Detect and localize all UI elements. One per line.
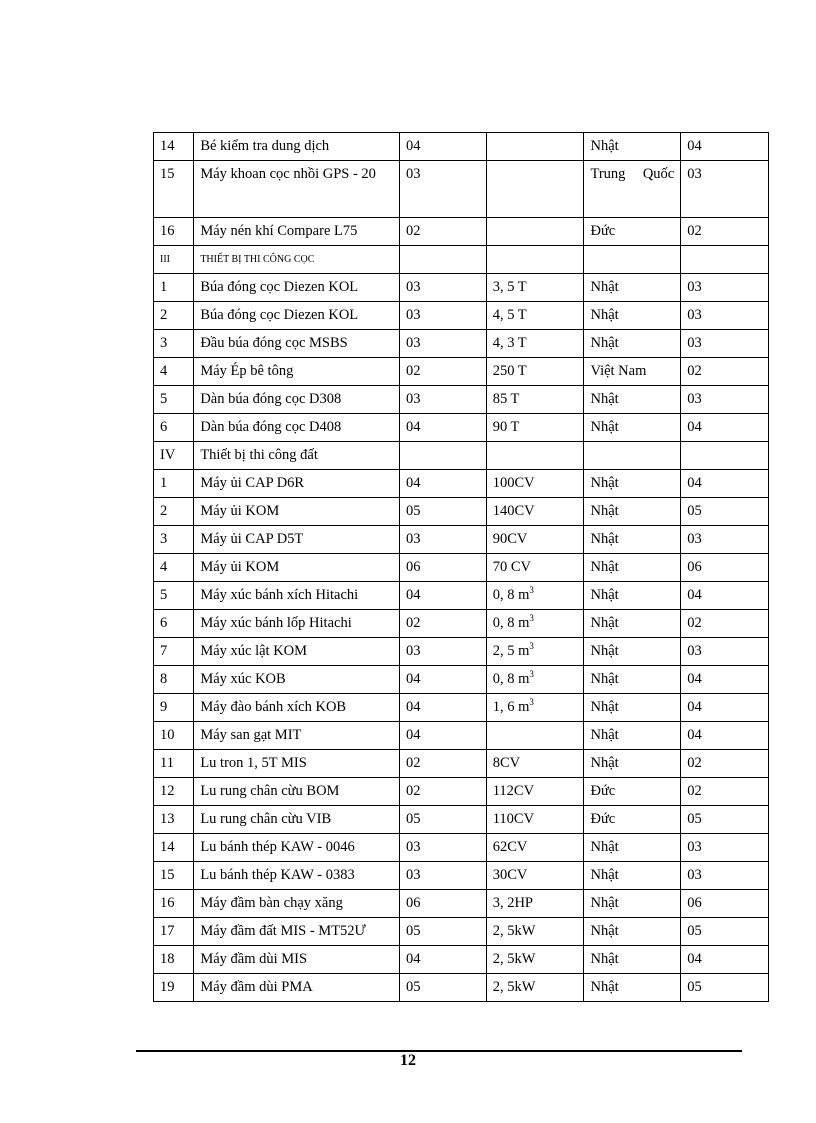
equipment-name: Máy đầm dùi PMA — [194, 974, 400, 1002]
capacity: 100CV — [486, 470, 584, 498]
equipment-name: Máy khoan cọc nhồi GPS - 20 — [194, 161, 400, 218]
quantity: 03 — [399, 161, 486, 218]
quantity: 03 — [399, 526, 486, 554]
equipment-name: Búa đóng cọc Diezen KOL — [194, 274, 400, 302]
row-index: 6 — [154, 414, 194, 442]
quantity: 04 — [399, 722, 486, 750]
quantity: 03 — [399, 834, 486, 862]
capacity: 4, 3 T — [486, 330, 584, 358]
quantity-available: 04 — [681, 694, 769, 722]
row-index: 5 — [154, 582, 194, 610]
row-index: 2 — [154, 302, 194, 330]
row-index: 13 — [154, 806, 194, 834]
quantity: 05 — [399, 918, 486, 946]
equipment-name: Lu rung chân cừu VIB — [194, 806, 400, 834]
quantity-available: 04 — [681, 133, 769, 161]
quantity-available: 03 — [681, 274, 769, 302]
table-row — [154, 694, 769, 722]
origin: Nhật — [584, 330, 681, 358]
table-row — [154, 750, 769, 778]
quantity-available: 03 — [681, 834, 769, 862]
table-row — [154, 722, 769, 750]
capacity: 70 CV — [486, 554, 584, 582]
row-index: 11 — [154, 750, 194, 778]
quantity: 03 — [399, 274, 486, 302]
quantity-available: 03 — [681, 862, 769, 890]
capacity: 0, 8 $m^3$ — [486, 610, 584, 638]
origin — [584, 442, 681, 470]
equipment-name: Máy san gạt MIT — [194, 722, 400, 750]
origin: Nhật — [584, 638, 681, 666]
quantity: 04 — [399, 694, 486, 722]
equipment-name: Lu bánh thép KAW - 0046 — [194, 834, 400, 862]
quantity: 04 — [399, 414, 486, 442]
equipment-name: Máy đầm đất MIS - MT52Ư — [194, 918, 400, 946]
capacity — [486, 246, 584, 274]
origin: Nhật — [584, 470, 681, 498]
table-row — [154, 778, 769, 806]
equipment-name: Máy xúc bánh lốp Hitachi — [194, 610, 400, 638]
quantity-available: 06 — [681, 554, 769, 582]
table-row — [154, 470, 769, 498]
quantity-available: 03 — [681, 161, 769, 218]
equipment-name: Máy đầm dùi MIS — [194, 946, 400, 974]
capacity: 2, 5kW — [486, 974, 584, 1002]
equipment-name: Máy xúc lật KOM — [194, 638, 400, 666]
equipment-name: Búa đóng cọc Diezen KOL — [194, 302, 400, 330]
origin: Nhật — [584, 386, 681, 414]
quantity: 06 — [399, 554, 486, 582]
capacity: 2, 5kW — [486, 918, 584, 946]
capacity: 250 T — [486, 358, 584, 386]
equipment-name: Máy ủi CAP D6R — [194, 470, 400, 498]
origin: Đức — [584, 778, 681, 806]
table-row — [154, 974, 769, 1002]
equipment-name: Bé kiểm tra dung dịch — [194, 133, 400, 161]
origin: Nhật — [584, 610, 681, 638]
quantity: 04 — [399, 582, 486, 610]
table-row — [154, 498, 769, 526]
quantity-available: 05 — [681, 918, 769, 946]
table-row — [154, 358, 769, 386]
row-index: 3 — [154, 526, 194, 554]
capacity: 0, 8 $m^3$ — [486, 666, 584, 694]
origin: Nhật — [584, 974, 681, 1002]
row-index: 16 — [154, 890, 194, 918]
quantity-available: 02 — [681, 750, 769, 778]
capacity: 3, 2HP — [486, 890, 584, 918]
table-row — [154, 666, 769, 694]
quantity: 02 — [399, 778, 486, 806]
origin: Trung Quốc — [584, 161, 681, 218]
quantity: 06 — [399, 890, 486, 918]
origin: Nhật — [584, 582, 681, 610]
capacity: 8CV — [486, 750, 584, 778]
quantity-available: 03 — [681, 526, 769, 554]
origin: Nhật — [584, 133, 681, 161]
table-row — [154, 834, 769, 862]
origin: Nhật — [584, 302, 681, 330]
quantity: 03 — [399, 638, 486, 666]
equipment-name: Máy ủi KOM — [194, 554, 400, 582]
row-index: 9 — [154, 694, 194, 722]
quantity-available: 05 — [681, 806, 769, 834]
quantity: 02 — [399, 218, 486, 246]
origin: Nhật — [584, 834, 681, 862]
capacity: 85 T — [486, 386, 584, 414]
equipment-table — [153, 132, 769, 1002]
equipment-name: Đầu búa đóng cọc MSBS — [194, 330, 400, 358]
table-row — [154, 638, 769, 666]
capacity: 3, 5 T — [486, 274, 584, 302]
quantity-available: 03 — [681, 386, 769, 414]
table-row — [154, 862, 769, 890]
quantity: 04 — [399, 470, 486, 498]
equipment-name: Dàn búa đóng cọc D308 — [194, 386, 400, 414]
equipment-name: THIẾT BỊ THI CÔNG CỌC — [194, 246, 400, 274]
capacity: 4, 5 T — [486, 302, 584, 330]
quantity: 04 — [399, 946, 486, 974]
equipment-name: Máy đào bánh xích KOB — [194, 694, 400, 722]
capacity: 2, 5 $m^3$ — [486, 638, 584, 666]
row-index: 3 — [154, 330, 194, 358]
origin — [584, 246, 681, 274]
origin: Nhật — [584, 722, 681, 750]
quantity: 02 — [399, 750, 486, 778]
row-index: 15 — [154, 862, 194, 890]
quantity-available: 04 — [681, 666, 769, 694]
row-index: 14 — [154, 834, 194, 862]
equipment-name: Máy xúc bánh xích Hitachi — [194, 582, 400, 610]
quantity-available: 04 — [681, 582, 769, 610]
equipment-name: Lu tron 1, 5T MIS — [194, 750, 400, 778]
quantity-available — [681, 246, 769, 274]
table-row — [154, 442, 769, 470]
row-index: III — [154, 246, 194, 274]
quantity: 03 — [399, 302, 486, 330]
quantity-available — [681, 442, 769, 470]
origin: Nhật — [584, 918, 681, 946]
quantity: 03 — [399, 386, 486, 414]
equipment-table-body — [154, 133, 769, 1002]
quantity-available: 04 — [681, 470, 769, 498]
quantity-available: 03 — [681, 330, 769, 358]
row-index: 6 — [154, 610, 194, 638]
quantity: 03 — [399, 862, 486, 890]
quantity-available: 04 — [681, 414, 769, 442]
equipment-name: Máy xúc KOB — [194, 666, 400, 694]
origin: Việt Nam — [584, 358, 681, 386]
quantity: 05 — [399, 806, 486, 834]
capacity: 2, 5kW — [486, 946, 584, 974]
capacity: 30CV — [486, 862, 584, 890]
quantity-available: 03 — [681, 302, 769, 330]
equipment-name: Thiết bị thi công đất — [194, 442, 400, 470]
quantity: 05 — [399, 974, 486, 1002]
row-index: 1 — [154, 274, 194, 302]
table-row — [154, 610, 769, 638]
table-row — [154, 526, 769, 554]
origin: Nhật — [584, 862, 681, 890]
row-index: 15 — [154, 161, 194, 218]
quantity-available: 05 — [681, 974, 769, 1002]
quantity: 04 — [399, 133, 486, 161]
quantity-available: 04 — [681, 946, 769, 974]
table-row — [154, 246, 769, 274]
row-index: IV — [154, 442, 194, 470]
row-index: 16 — [154, 218, 194, 246]
capacity: 0, 8 $m^3$ — [486, 582, 584, 610]
quantity-available: 02 — [681, 778, 769, 806]
equipment-name: Máy Ép bê tông — [194, 358, 400, 386]
origin: Nhật — [584, 414, 681, 442]
table-row — [154, 161, 769, 218]
quantity-available: 06 — [681, 890, 769, 918]
quantity-available: 02 — [681, 358, 769, 386]
origin: Nhật — [584, 666, 681, 694]
capacity — [486, 722, 584, 750]
origin: Nhật — [584, 274, 681, 302]
table-row — [154, 414, 769, 442]
table-row — [154, 946, 769, 974]
origin: Nhật — [584, 750, 681, 778]
table-row — [154, 890, 769, 918]
table-row — [154, 274, 769, 302]
table-row — [154, 218, 769, 246]
quantity: 04 — [399, 666, 486, 694]
quantity-available: 03 — [681, 638, 769, 666]
row-index: 5 — [154, 386, 194, 414]
row-index: 18 — [154, 946, 194, 974]
table-row — [154, 806, 769, 834]
row-index: 8 — [154, 666, 194, 694]
capacity: 110CV — [486, 806, 584, 834]
row-index: 12 — [154, 778, 194, 806]
row-index: 1 — [154, 470, 194, 498]
origin: Nhật — [584, 946, 681, 974]
quantity — [399, 442, 486, 470]
capacity: 62CV — [486, 834, 584, 862]
origin: Đức — [584, 218, 681, 246]
row-index: 4 — [154, 358, 194, 386]
capacity: 90 T — [486, 414, 584, 442]
table-row — [154, 582, 769, 610]
capacity: 1, 6 $m^3$ — [486, 694, 584, 722]
origin: Nhật — [584, 694, 681, 722]
quantity — [399, 246, 486, 274]
equipment-name: Lu bánh thép KAW - 0383 — [194, 862, 400, 890]
equipment-name: Dàn búa đóng cọc D408 — [194, 414, 400, 442]
quantity-available: 05 — [681, 498, 769, 526]
page-number: 12 — [400, 1052, 416, 1069]
quantity: 02 — [399, 610, 486, 638]
capacity: 140CV — [486, 498, 584, 526]
table-row — [154, 554, 769, 582]
row-index: 10 — [154, 722, 194, 750]
quantity-available: 02 — [681, 218, 769, 246]
equipment-name: Máy ủi KOM — [194, 498, 400, 526]
capacity: 90CV — [486, 526, 584, 554]
row-index: 2 — [154, 498, 194, 526]
table-row — [154, 302, 769, 330]
capacity — [486, 133, 584, 161]
equipment-name: Máy nén khí Compare L75 — [194, 218, 400, 246]
capacity: 112CV — [486, 778, 584, 806]
table-row — [154, 133, 769, 161]
equipment-name: Lu rung chân cừu BOM — [194, 778, 400, 806]
quantity: 03 — [399, 330, 486, 358]
row-index: 17 — [154, 918, 194, 946]
table-row — [154, 386, 769, 414]
capacity — [486, 218, 584, 246]
quantity: 02 — [399, 358, 486, 386]
row-index: 7 — [154, 638, 194, 666]
quantity: 05 — [399, 498, 486, 526]
quantity-available: 02 — [681, 610, 769, 638]
capacity — [486, 161, 584, 218]
origin: Đức — [584, 806, 681, 834]
equipment-name: Máy đầm bàn chạy xăng — [194, 890, 400, 918]
origin: Nhật — [584, 554, 681, 582]
capacity — [486, 442, 584, 470]
row-index: 19 — [154, 974, 194, 1002]
origin: Nhật — [584, 526, 681, 554]
table-row — [154, 918, 769, 946]
table-row — [154, 330, 769, 358]
row-index: 14 — [154, 133, 194, 161]
origin: Nhật — [584, 890, 681, 918]
equipment-name: Máy ủi CAP D5T — [194, 526, 400, 554]
origin: Nhật — [584, 498, 681, 526]
row-index: 4 — [154, 554, 194, 582]
quantity-available: 04 — [681, 722, 769, 750]
